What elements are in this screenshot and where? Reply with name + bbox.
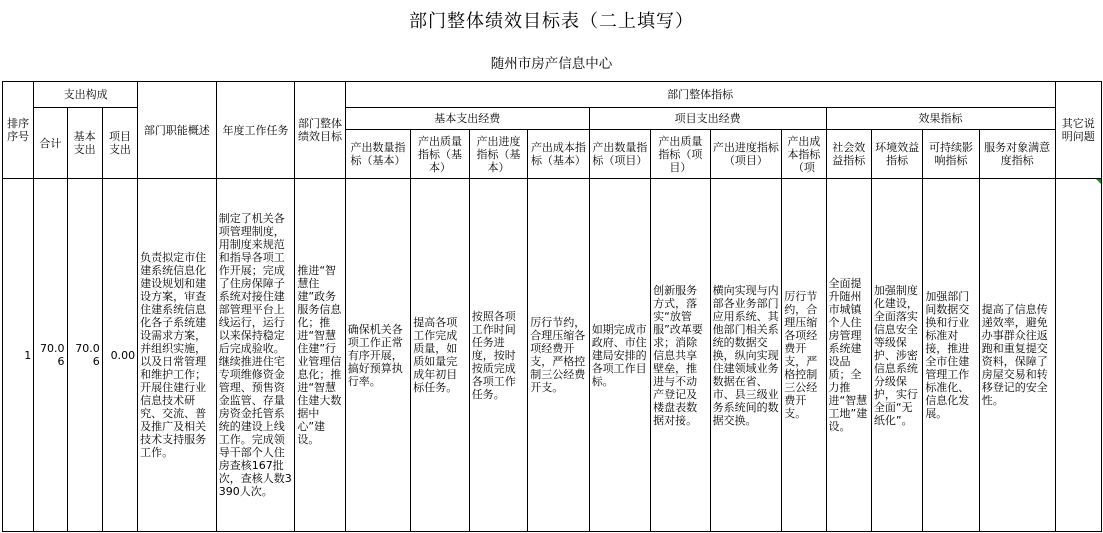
header-project-group: 项目支出经费 — [589, 108, 826, 130]
cell-e-env: 加强制度化建设，全面落实信息安全等级保护、涉密信息系统分级保护，实行全面“无纸化”。 — [871, 179, 922, 532]
header-overall-goal: 部门整体绩效目标 — [295, 82, 345, 179]
performance-table — [2, 81, 1102, 532]
header-duty: 部门职能概述 — [138, 82, 217, 179]
cell-seq: 1 — [3, 179, 34, 532]
cell-b-prog: 按照各项工作时间任务进度，按时按质完成各项工作任务。 — [469, 179, 527, 532]
header-overall-indicators: 部门整体指标 — [345, 82, 1055, 108]
header-e-social: 社会效益指标 — [826, 130, 871, 179]
cell-e-sustain: 加强部门间数据交换和行业标准对接，推进全市住建管理工作标准化、信息化发展。 — [923, 179, 979, 532]
cell-duty: 负责拟定市住建系统信息化建设规划和建设方案，审查住建系统信息化各子系统建设需求方案，并组织实施，以及日常管理和维护工作；开展住建行业信息技术研究、交流、普及推广及相关技术支持服务工作。 — [138, 179, 217, 532]
cell-e-satis: 提高了信息传递效率，避免办事群众往返跑和重复提交资料，保障了房屋交易和转移登记的安全性。 — [979, 179, 1055, 532]
header-e-sustain: 可持续影响指标 — [923, 130, 979, 179]
cell-basic: 70.06 — [67, 179, 102, 532]
header-spend: 支出构成 — [34, 82, 138, 108]
page-title: 部门整体绩效目标表（二上填写） — [409, 11, 694, 32]
comment-marker-icon — [1096, 179, 1101, 184]
cell-e-social: 全面提升随州市城镇个人住房管理系统建设品质；全力推进“智慧工地”建设。 — [826, 179, 871, 532]
cell-b-qual: 提高各项工作完成质量，如质如量完成年初目标任务。 — [411, 179, 469, 532]
header-p-prog: 产出进度指标（项目） — [710, 130, 782, 179]
header-seq: 排序序号 — [3, 82, 34, 179]
cell-other — [1055, 179, 1102, 532]
header-b-prog: 产出进度指标（基本） — [469, 130, 527, 179]
header-p-qual: 产出质量指标（项目） — [651, 130, 710, 179]
header-b-cost: 产出成本指标（基本） — [528, 130, 589, 179]
header-e-satis: 服务对象满意度指标 — [979, 130, 1055, 179]
header-b-qty: 产出数量指标（基本） — [345, 130, 411, 179]
table-row — [3, 179, 1102, 532]
cell-total: 70.06 — [34, 179, 67, 532]
unit-name: 随州市房产信息中心 — [490, 56, 613, 72]
cell-overall-goal: 推进“智慧住建”政务服务信息化；推进“智慧住建”行业管理信息化；推进“智慧住建大数据中心”建设。 — [295, 179, 345, 532]
cell-annual: 制定了机关各项管理制度，用制度来规范和指导各项工作开展；完成了住房保障子系统对接住建部管理平台上线运行，运行以来保持稳定后完成验收。继续推进住宅专项维修资金管理、预售资金监管、存量房资金托管系统的建设上线工作。完成领导干部个人住房查核167批次，查核人数3390人次。 — [216, 179, 295, 532]
cell-project: 0.00 — [102, 179, 137, 532]
header-p-cost: 产出成本指标（项 — [782, 130, 826, 179]
header-basic-group: 基本支出经费 — [345, 108, 589, 130]
cell-b-cost: 厉行节约，合理压缩各项经费开支，严格控制三公经费开支。 — [528, 179, 589, 532]
cell-p-prog: 横向实现与内部各业务部门应用系统、其他部门相关系统的数据交换，纵向实现住建领域业务数据在省、市、县三级业务系统间的数据交换。 — [710, 179, 782, 532]
header-p-qty: 产出数量指标（项目） — [589, 130, 650, 179]
cell-b-qty: 确保机关各项工作正常有序开展，搞好预算执行率。 — [345, 179, 411, 532]
cell-p-cost: 厉行节约，合理压缩各项经费开支，严格控制三公经费开支。 — [782, 179, 826, 532]
header-basic: 基本支出 — [67, 108, 102, 179]
cell-p-qty: 如期完成市政府、市住建局安排的各项工作目标。 — [589, 179, 650, 532]
header-other: 其它说明问题 — [1055, 82, 1102, 179]
header-b-qual: 产出质量指标（基本） — [411, 130, 469, 179]
header-annual: 年度工作任务 — [216, 82, 295, 179]
header-total: 合计 — [34, 108, 67, 179]
header-project: 项目支出 — [102, 108, 137, 179]
header-e-env: 环境效益指标 — [871, 130, 922, 179]
header-effect-group: 效果指标 — [826, 108, 1055, 130]
cell-p-qual: 创新服务方式，落实“放管服”改革要求；消除信息共享壁垒，推进与不动产登记及楼盘表数据对接。 — [651, 179, 710, 532]
